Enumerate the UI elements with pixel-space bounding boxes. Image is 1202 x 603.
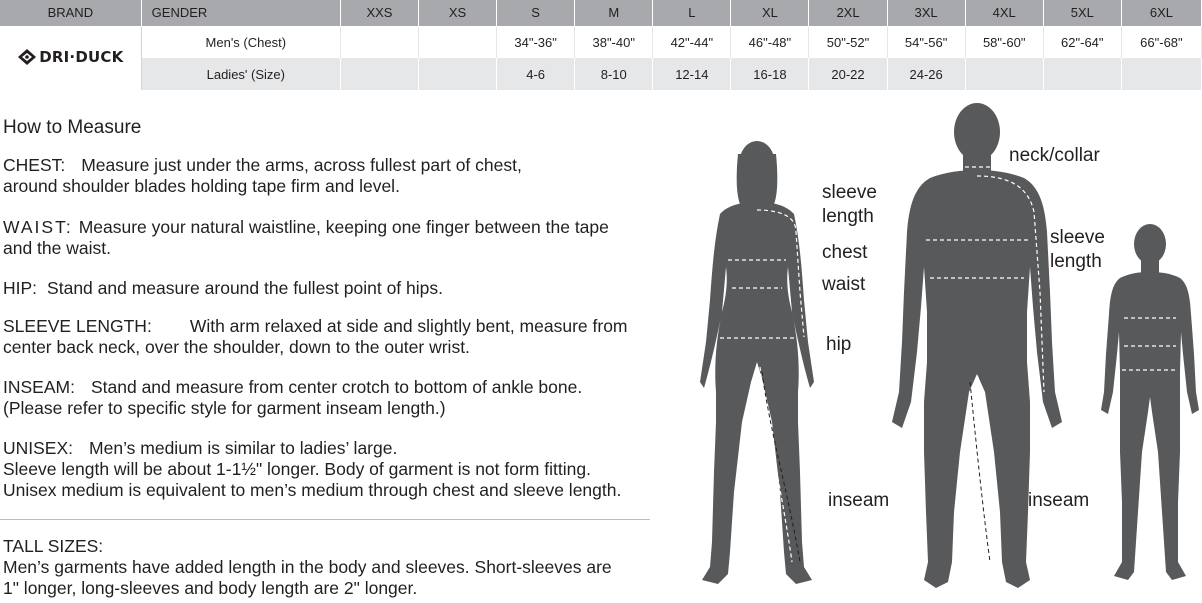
child-figure [1101, 224, 1199, 580]
label-waist: waist [822, 274, 866, 295]
table-cell: 58"-60" [965, 26, 1043, 58]
size-chart-table [0, 0, 1202, 90]
gender-cell: Men's (Chest) [141, 26, 340, 58]
size-header: XL [731, 0, 809, 26]
chest-text-line2: around shoulder blades holding tape firm and level. [3, 176, 400, 196]
table-header-row [0, 0, 1202, 26]
how-to-measure-title: How to Measure [3, 117, 142, 138]
size-header: S [497, 0, 575, 26]
tall-label: TALL SIZES: [3, 536, 104, 556]
table-cell: 4-6 [497, 58, 575, 90]
tall-text-line2: 1" longer, long-sleeves and body length are 2" longer. [3, 578, 418, 598]
waist-label: WAIST: [3, 217, 73, 237]
inseam-label: INSEAM: [3, 377, 75, 397]
table-cell [419, 26, 497, 58]
chest-instructions [3, 155, 522, 197]
brand-header: BRAND [0, 0, 141, 26]
label-sleeve-length-female-2: length [822, 206, 874, 227]
label-neck-collar: neck/collar [1009, 145, 1100, 166]
table-cell [1121, 58, 1201, 90]
hip-label: HIP: [3, 278, 38, 298]
table-cell: 46"-48" [731, 26, 809, 58]
table-cell: 24-26 [887, 58, 965, 90]
table-cell: 34"-36" [497, 26, 575, 58]
table-cell: 20-22 [809, 58, 887, 90]
sleeve-length-instructions [3, 316, 628, 358]
table-row [0, 26, 1202, 58]
unisex-text-line3: Unisex medium is equivalent to men’s medium through chest and sleeve length. [3, 480, 622, 500]
body-measurement-figures [700, 92, 1202, 603]
size-header: M [575, 0, 653, 26]
gender-header: GENDER [141, 0, 340, 26]
unisex-text-line2: Sleeve length will be about 1-1½" longer. Body of garment is not form fitting. [3, 459, 591, 479]
female-figure [700, 141, 814, 584]
label-sleeve-length-male-2: length [1050, 251, 1102, 272]
label-inseam-male: inseam [1028, 490, 1090, 511]
label-sleeve-length-female-1: sleeve [822, 182, 877, 203]
inseam-instructions [3, 377, 582, 419]
gender-cell: Ladies' (Size) [141, 58, 340, 90]
table-cell [419, 58, 497, 90]
size-header: L [653, 0, 731, 26]
table-cell [965, 58, 1043, 90]
chest-label: CHEST: [3, 155, 66, 175]
table-cell [340, 58, 418, 90]
size-header: 3XL [887, 0, 965, 26]
size-header: 6XL [1121, 0, 1201, 26]
brand-logo-text: DRI·DUCK [39, 47, 124, 66]
brand-logo [17, 48, 123, 66]
hip-text-line1: Stand and measure around the fullest point of hips. [47, 278, 444, 298]
waist-text-line2: and the waist. [3, 238, 111, 258]
sleeve-text-line1: With arm relaxed at side and slightly bent, measure from [189, 316, 628, 336]
brand-logo-cell [0, 26, 141, 90]
waist-instructions [3, 217, 609, 259]
hip-instructions [3, 278, 443, 299]
tall-text-line1: Men’s garments have added length in the body and sleeves. Short-sleeves are [3, 557, 612, 577]
waist-text-line1: Measure your natural waistline, keeping one finger between the tape [78, 217, 609, 237]
unisex-text-line1: Men’s medium is similar to ladies’ large. [89, 438, 398, 458]
table-cell: 16-18 [731, 58, 809, 90]
size-header: 5XL [1043, 0, 1121, 26]
size-header: 4XL [965, 0, 1043, 26]
table-cell: 12-14 [653, 58, 731, 90]
table-row [0, 58, 1202, 90]
size-header: XXS [340, 0, 418, 26]
inseam-text-line1: Stand and measure from center crotch to bottom of ankle bone. [90, 377, 583, 397]
table-cell [1043, 58, 1121, 90]
unisex-instructions [3, 438, 621, 501]
male-outer-inseam-line [970, 382, 990, 562]
size-header: 2XL [809, 0, 887, 26]
inseam-text-line2: (Please refer to specific style for garment inseam length.) [3, 398, 446, 418]
table-cell: 8-10 [575, 58, 653, 90]
section-divider [0, 519, 650, 520]
table-cell [340, 26, 418, 58]
table-cell: 50"-52" [809, 26, 887, 58]
duck-diamond-icon [17, 48, 37, 66]
table-cell: 62"-64" [1043, 26, 1121, 58]
sleeve-label: SLEEVE LENGTH: [3, 316, 152, 336]
label-inseam-female: inseam [828, 490, 890, 511]
table-cell: 54"-56" [887, 26, 965, 58]
label-chest: chest [822, 242, 868, 263]
tall-sizes-instructions [3, 536, 612, 599]
label-sleeve-length-male-1: sleeve [1050, 227, 1105, 248]
table-cell: 66"-68" [1121, 26, 1201, 58]
sleeve-text-line2: center back neck, over the shoulder, down to the outer wrist. [3, 337, 470, 357]
size-header: XS [419, 0, 497, 26]
unisex-label: UNISEX: [3, 438, 74, 458]
table-cell: 38"-40" [575, 26, 653, 58]
table-cell: 42"-44" [653, 26, 731, 58]
chest-text-line1: Measure just under the arms, across fullest part of chest, [81, 155, 522, 175]
label-hip: hip [826, 334, 852, 355]
